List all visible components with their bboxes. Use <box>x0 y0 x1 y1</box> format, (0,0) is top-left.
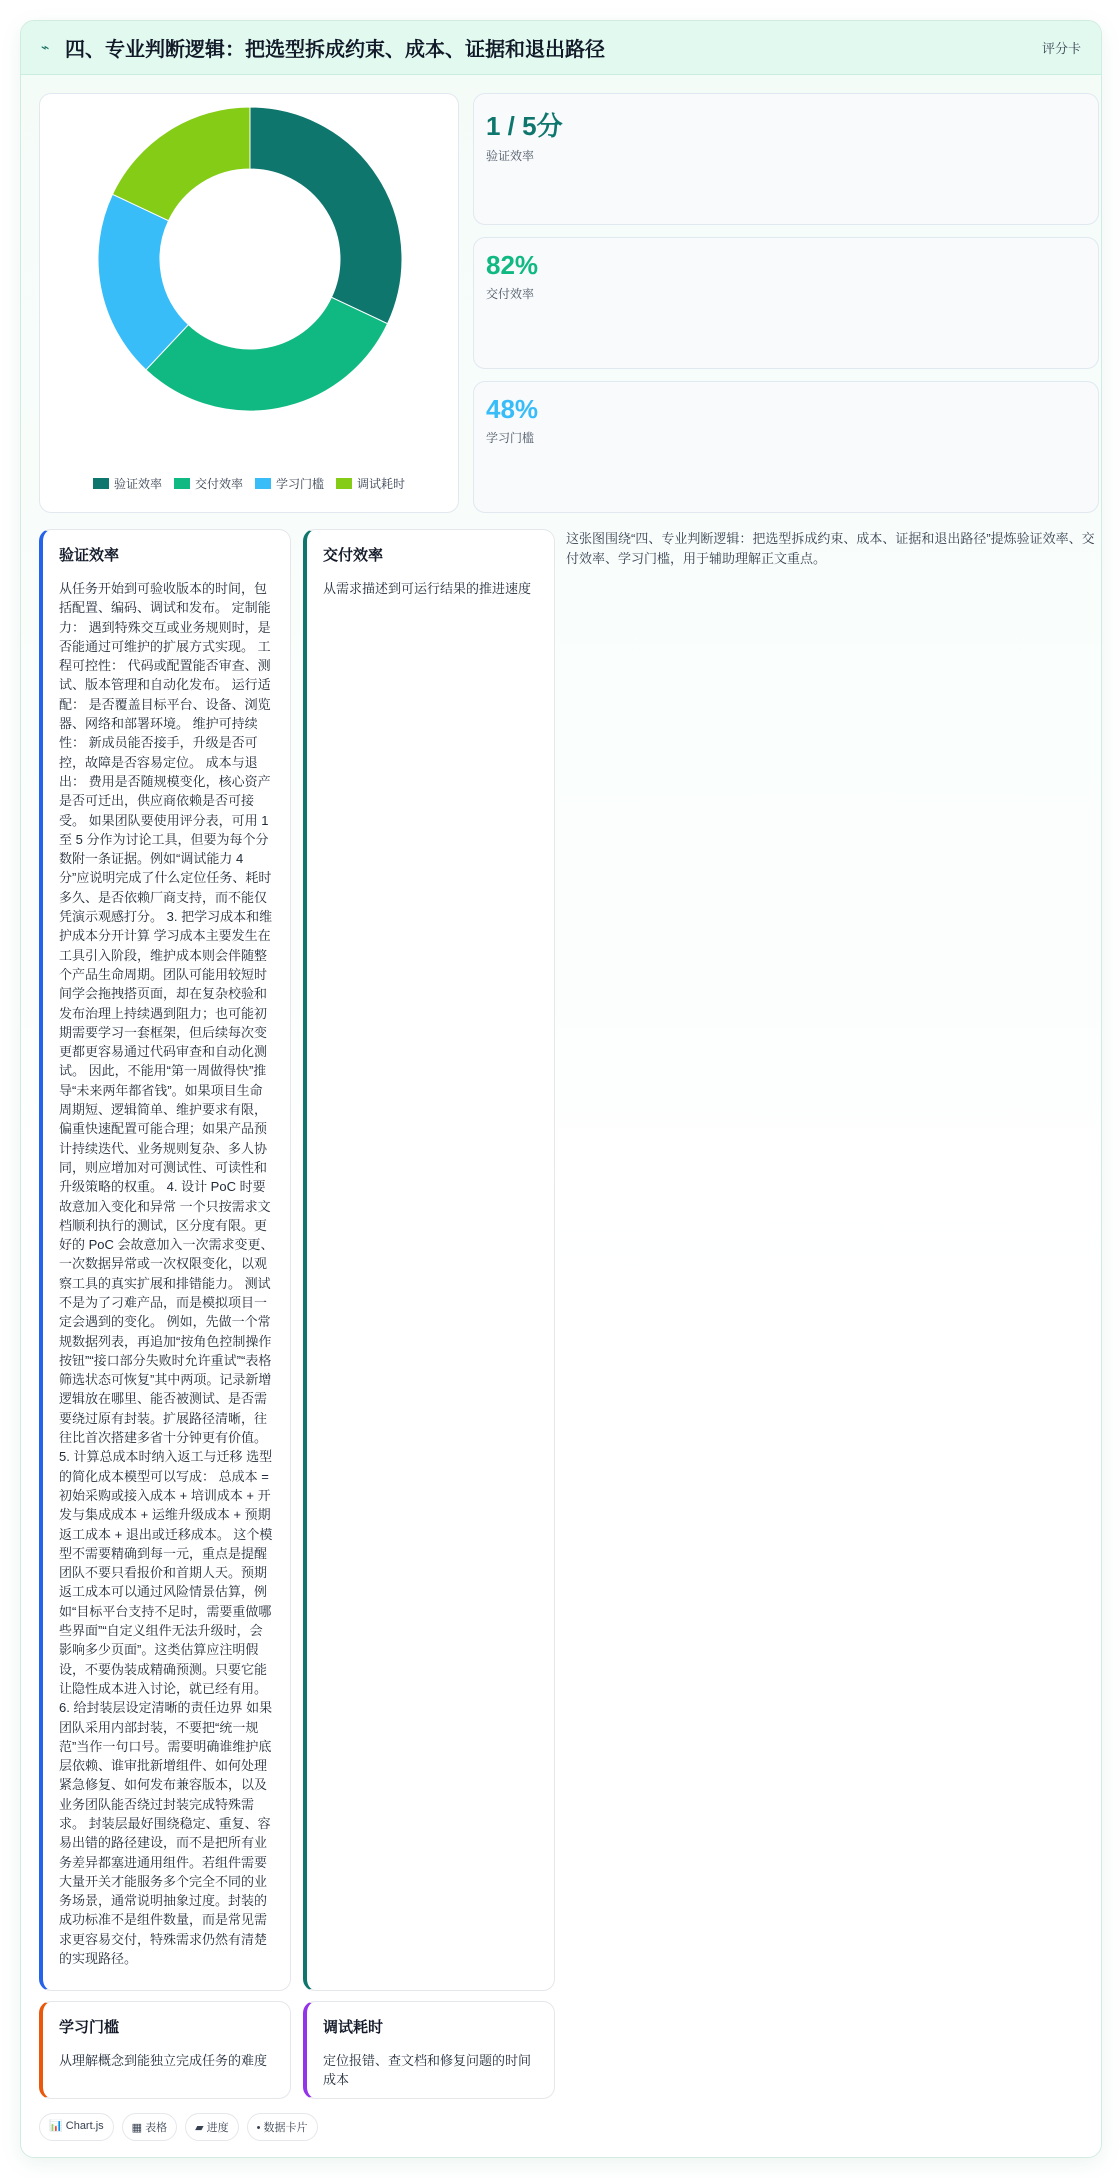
spark-icon: ⌁ <box>41 39 50 55</box>
stat-card-learning <box>473 381 1099 513</box>
stat-label: 验证效率 <box>486 149 535 163</box>
legend-item[interactable] <box>174 475 243 492</box>
legend-swatch <box>336 478 352 489</box>
tag-progress[interactable]: ▰ 进度 <box>185 2113 239 2141</box>
card-title: 调试耗时 <box>323 2019 384 2036</box>
stat-value: 48% <box>486 394 539 424</box>
donut-slice-4[interactable] <box>112 107 250 221</box>
card-title: 验证效率 <box>59 547 120 564</box>
legend-swatch <box>174 478 190 489</box>
metric-card-verify <box>39 529 291 1991</box>
card-body: 定位报错、查文档和修复问题的时间成本 <box>323 2053 532 2088</box>
tag-data-card[interactable]: • 数据卡片 <box>247 2113 318 2141</box>
chart-legend <box>40 475 458 492</box>
card-body: 从理解概念到能独立完成任务的难度 <box>59 2053 268 2068</box>
metric-card-delivery <box>303 529 555 1991</box>
donut-chart <box>95 104 405 414</box>
card-title: 学习门槛 <box>59 2019 120 2036</box>
tool-tags <box>39 2113 318 2141</box>
stat-value: 82% <box>486 250 539 280</box>
stat-label: 交付效率 <box>486 287 535 301</box>
metric-card-debug <box>303 2001 555 2099</box>
tag-table[interactable]: ▦ 表格 <box>122 2113 177 2141</box>
stat-label: 学习门槛 <box>486 431 535 445</box>
scorecard-panel <box>20 20 1102 2158</box>
legend-label: 交付效率 <box>194 477 243 491</box>
legend-label: 调试耗时 <box>357 477 406 491</box>
panel-header <box>21 21 1101 75</box>
card-title: 交付效率 <box>323 547 384 564</box>
page-title: 四、专业判断逻辑：把选型拆成约束、成本、证据和退出路径 <box>65 39 605 61</box>
legend-label: 学习门槛 <box>276 477 325 491</box>
tag-chartjs[interactable]: 📊 Chart.js <box>39 2113 114 2141</box>
card-body: 从任务开始到可验收版本的时间，包括配置、编码、调试和发布。 定制能力： 遇到特殊交互或业务规则时，是否能通过可维护的扩展方式实现。 工程可控性： 代码或配置能否审查、测试、版本管理和自动化发布。 运行适配： 是否覆盖目标平台、设备、浏览器、网络和部署环境。 维护可持续性： 新成员能否接手，升级是否可控，故障是否容易定位。 成本与退出： 费用是否随规模变化，核心资产是否可迁出，供应商依赖是否可接受。 如果团队要使用评分表，可用 1 至 5 分作为讨论工具，但要为每个分数附一条证据。例如“调试能力 4 分”应说明完成了什么定位任务、耗时多久、是否依赖厂商支持，而不能仅凭演示观感打分。 3. 把学习成本和维护成本分开计算 学习成本主要发生在工具引入阶段，维护成本则会伴随整个产品生命周期。团队可能用较短时间学会拖拽搭页面，却在复杂校验和发布治理上持续遇到阻力；也可能初期需要学习一套框架，但后续每次变更都更容易通过代码审查和自动化测试。 因此，不能用“第一周做得快”推导“未来两年都省钱”。如果项目生命周期短、逻辑简单、维护要求有限，偏重快速配置可能合理；如果产品预计持续迭代、业务规则复杂、多人协同，则应增加对可测试性、可读性和升级策略的权重。 4. 设计 PoC 时要故意加入变化和异常 一个只按需求文档顺利执行的测试，区分度有限。更好的 PoC 会故意加入一次需求变更、一次数据异常或一次权限变化，以观察工具的真实扩展和排错能力。 测试不是为了刁难产品，而是模拟项目一定会遇到的变化。 例如，先做一个常规数据列表，再追加“按角色控制操作按钮”“接口部分失败时允许重试”“表格筛选状态可恢复”其中两项。记录新增逻辑放在哪里、能否被测试、是否需要绕过原有封装。扩展路径清晰，往往比首次搭建多省十分钟更有价值。 5. 计算总成本时纳入返工与迁移 选型的简化成本模型可以写成： 总成本 = 初始采购或接入成本 + 培训成本 + 开发与集成成本 + 运维升级成本 + 预期返工成本 + 退出或迁移成本。 这个模型不需要精确到每一元，重点是提醒团队不要只看报价和首期人天。预期返工成本可以通过风险情景估算，例如“目标平台支持不足时，需要重做哪些界面”“自定义组件无法升级时，会影响多少页面”。这类估算应注明假设，不要伪装成精确预测。只要它能让隐性成本进入讨论，就已经有用。 6. 给封装层设定清晰的责任边界 如果团队采用内部封装，不要把“统一规范”当作一句口号。需要明确谁维护底层依赖、谁审批新增组件、如何处理紧急修复、如何发布兼容版本，以及业务团队能否绕过封装完成特殊需求。 封装层最好围绕稳定、重复、容易出错的路径建设，而不是把所有业务差异都塞进通用组件。若组件需要大量开关才能服务多个完全不同的业务场景，通常说明抽象过度。封装的成功标准不是组件数量，而是常见需求更容易交付，特殊需求仍然有清楚的实现路径。 <box>59 581 274 1967</box>
scorecard-tag: 评分卡 <box>1041 41 1081 56</box>
legend-item[interactable] <box>255 475 324 492</box>
legend-item[interactable] <box>336 475 405 492</box>
legend-label: 验证效率 <box>113 477 162 491</box>
card-body: 从需求描述到可运行结果的推进速度 <box>323 581 532 596</box>
donut-chart-card <box>39 93 459 513</box>
legend-swatch <box>255 478 271 489</box>
legend-swatch <box>93 478 109 489</box>
stat-card-delivery <box>473 237 1099 369</box>
stat-card-verify <box>473 93 1099 225</box>
donut-slice-1[interactable] <box>250 107 402 324</box>
legend-item[interactable] <box>93 475 162 492</box>
stat-value: 1 / 5分 <box>486 111 563 141</box>
metric-card-learning <box>39 2001 291 2099</box>
chart-description: 这张图围绕“四、专业判断逻辑：把选型拆成约束、成本、证据和退出路径”提炼验证效率、交付效率、学习门槛，用于辅助理解正文重点。 <box>566 531 1095 566</box>
donut-slice-2[interactable] <box>146 297 388 411</box>
